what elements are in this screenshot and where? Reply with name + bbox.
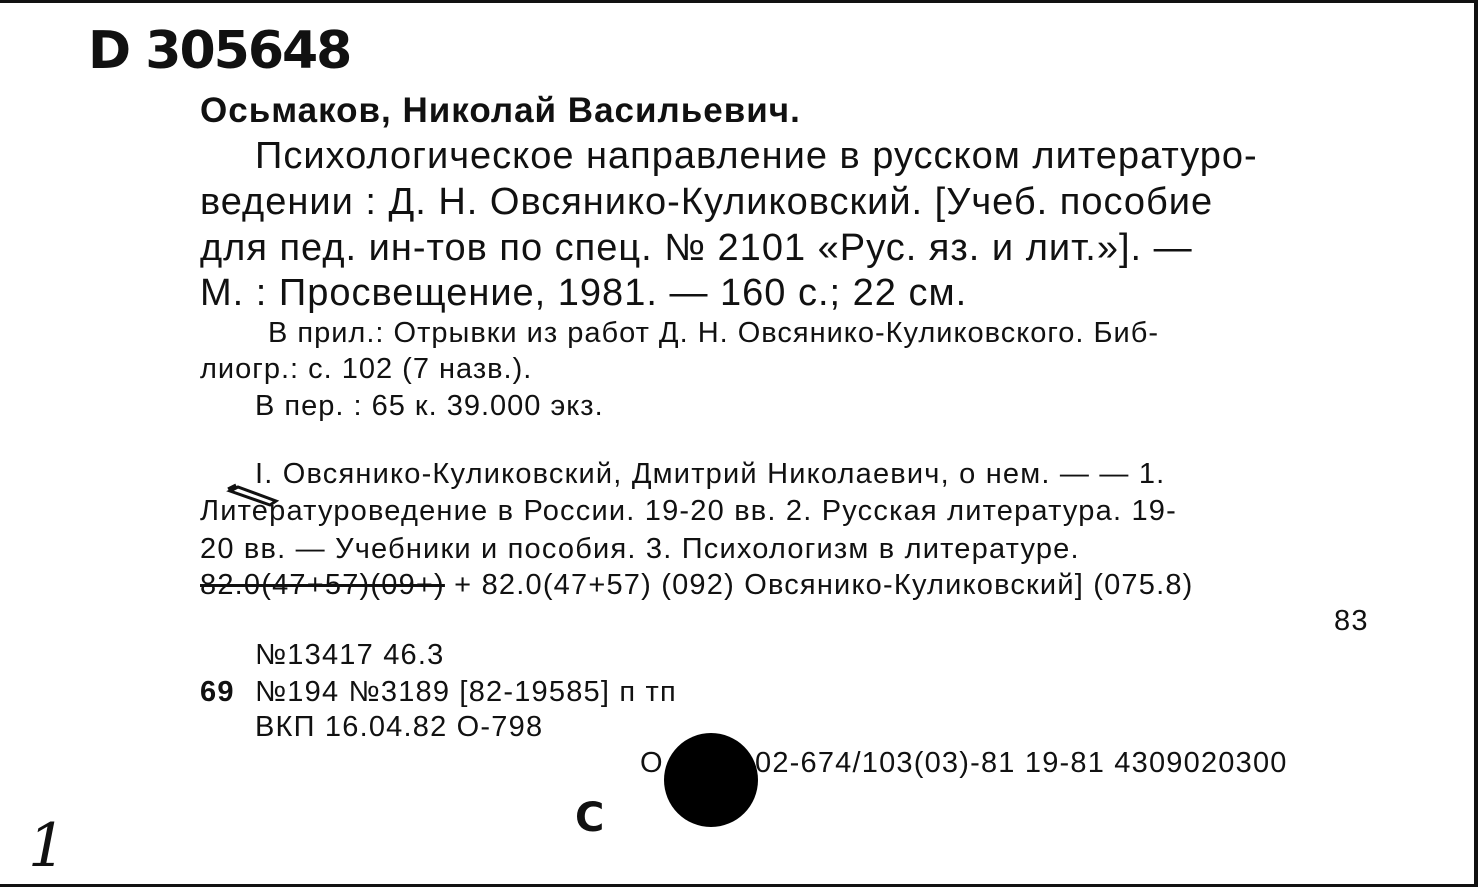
copyright-mark: C	[575, 795, 605, 841]
title-line-4: М. : Просвещение, 1981. — 160 с.; 22 см.	[200, 272, 968, 314]
tracing-line-5: 83	[1334, 605, 1369, 637]
struck-classification: 82.0(47+57)(09+)	[200, 569, 445, 601]
note-line-1: В прил.: Отрывки из работ Д. Н. Овсянико-Куликовского. Биб-	[268, 317, 1160, 349]
bottom-code-left: О	[640, 747, 664, 779]
record-line-3: ВКП 16.04.82 О-798	[255, 711, 544, 743]
call-number: D 305648	[88, 21, 351, 81]
title-line-3: для пед. ин-тов по спец. № 2101 «Рус. яз. и лит.»]. —	[200, 227, 1193, 269]
note-line-3: В пер. : 65 к. 39.000 экз.	[255, 390, 604, 422]
tracing-line-3: 20 вв. — Учебники и пособия. 3. Психологизм в литературе.	[200, 533, 1080, 565]
record-line-2: №194 №3189 [82-19585] п тп	[255, 676, 677, 708]
title-line-1: Психологическое направление в русском литературо-	[255, 135, 1258, 177]
tracing-line-4	[200, 569, 1194, 602]
tracing-line-2: Литературоведение в России. 19-20 вв. 2. Русская литература. 19-	[200, 495, 1177, 527]
record-line-1: №13417 46.3	[255, 639, 445, 671]
punch-hole	[664, 733, 758, 827]
bottom-code-right: 02-674/103(03)-81 19-81 4309020300	[755, 747, 1288, 779]
classification-rest: + 82.0(47+57) (092) Овсянико-Куликовский] (075.8)	[444, 569, 1194, 601]
tracing-line-1: I. Овсянико-Куликовский, Дмитрий Николаевич, о нем. — — 1.	[255, 458, 1166, 490]
note-line-2: лиогр.: с. 102 (7 назв.).	[200, 353, 533, 385]
title-line-2: ведении : Д. Н. Овсянико-Куликовский. [Учеб. пособие	[200, 181, 1214, 223]
record-prefix: 69	[200, 676, 235, 708]
author-heading: Осьмаков, Николай Васильевич.	[200, 91, 801, 130]
handwritten-number: 1	[28, 811, 67, 881]
